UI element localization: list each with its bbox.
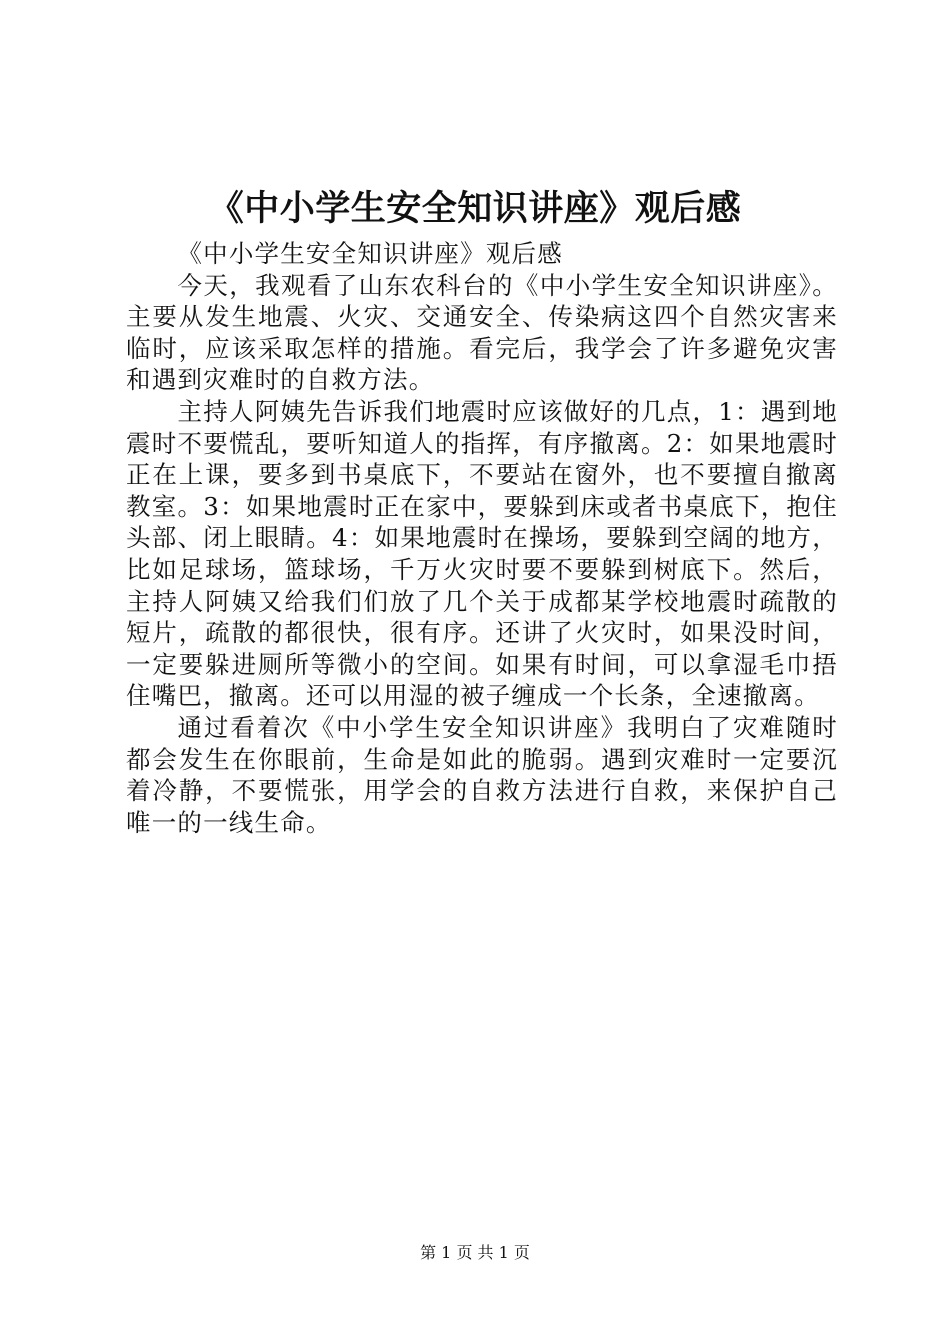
paragraph-earthquake-fire: 主持人阿姨先告诉我们地震时应该做好的几点，1：遇到地震时不要慌乱，要听知道人的指挥，有序撤离。2：如果地震时正在上课，要多到书桌底下，不要站在窗外，也不要擅自撤离教室。3：如果地震时正在家中，要躲到床或者书桌底下，抱住头部、闭上眼睛。4：如果地震时在操场，要躲到空阔的地方，比如足球场，篮球场，千万火灾时要不要躲到树底下。然后，主持人阿姨又给我们们放了几个关于成都某学校地震时疏散的短片，疏散的都很快，很有序。还讲了火灾时，如果没时间，一定要躲进厕所等微小的空间。如果有时间，可以拿湿毛巾捂住嘴巴，撤离。还可以用湿的被子缠成一个长条，全速撤离。 [126,396,838,711]
document-title: 《中小学生安全知识讲座》观后感 [208,188,742,229]
paragraph-intro: 今天，我观看了山东农科台的《中小学生安全知识讲座》。主要从发生地震、火灾、交通安全、传染病这四个自然灾害来临时，应该采取怎样的措施。看完后，我学会了许多避免灾害和遇到灾难时的自救方法。 [126,270,838,395]
paragraph-subtitle: 《中小学生安全知识讲座》观后感 [177,239,563,268]
document-body [126,238,838,838]
page-footer: 第 1 页 共 1 页 [420,1243,530,1262]
paragraph-conclusion: 通过看着次《中小学生安全知识讲座》我明白了灾难随时都会发生在你眼前，生命是如此的脆弱。遇到灾难时一定要沉着冷静，不要慌张，用学会的自救方法进行自救，来保护自己唯一的一线生命。 [126,712,838,837]
